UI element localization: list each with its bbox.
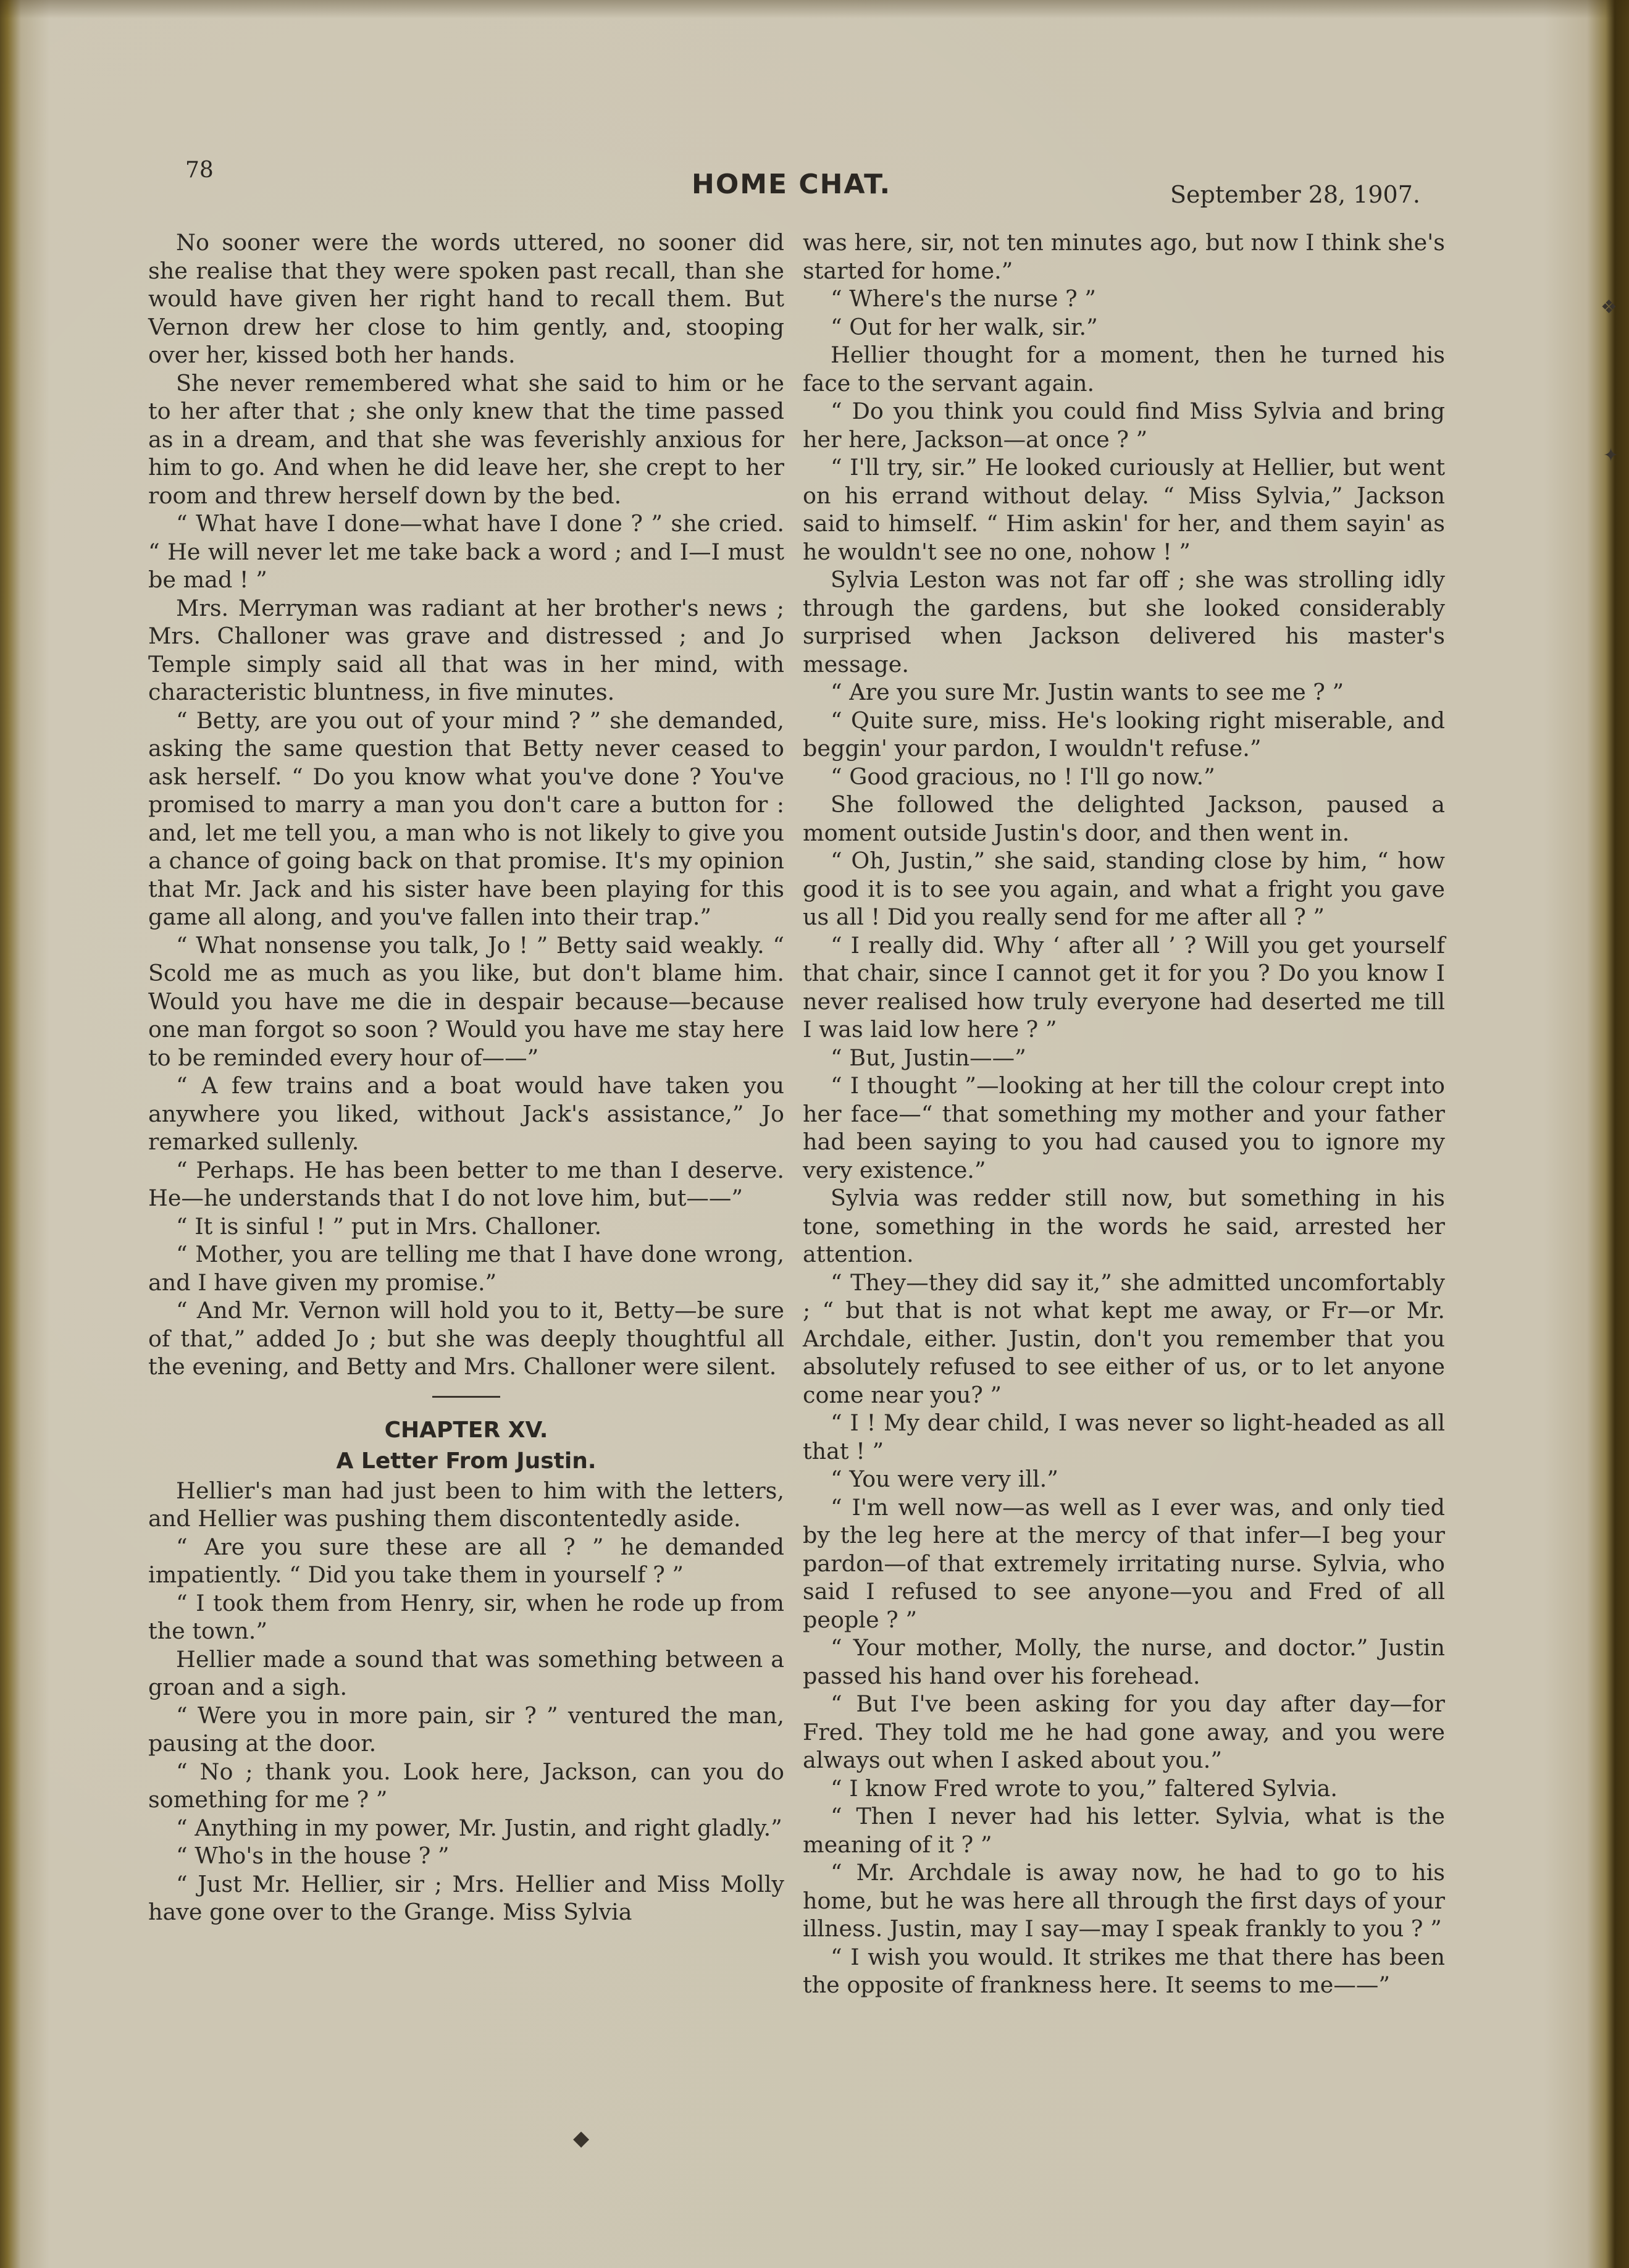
paragraph: “ Good gracious, no ! I'll go now.”	[831, 763, 1215, 790]
paragraph: Hellier's man had just been to him with the letters, and Hellier was pushing them discontentedly aside.	[148, 1477, 784, 1532]
paragraph: “ What have I done—what have I done ? ” she cried. “ He will never let me take back a word ; and I—I must be mad ! ”	[148, 510, 784, 593]
page-header	[148, 158, 1420, 207]
paragraph: “ Quite sure, miss. He's looking right miserable, and beggin' your pardon, I wouldn't refuse.”	[803, 707, 1445, 762]
paragraph: “ Anything in my power, Mr. Justin, and right gladly.”	[176, 1814, 782, 1841]
paragraph: Sylvia Leston was not far off ; she was strolling idly through the gardens, but she looked considerably surprised when Jackson delivered his master's message.	[803, 566, 1445, 678]
margin-mark-icon: ❖	[1601, 296, 1617, 318]
paragraph: “ I'll try, sir.” He looked curiously at Hellier, but went on his errand without delay. “ Miss Sylvia,” Jackson said to himself. “ Him askin' for her, and them sayin' as he wouldn't see no one, nohow ! ”	[803, 454, 1445, 565]
paragraph: “ What nonsense you talk, Jo ! ” Betty said weakly. “ Scold me as much as you like, but don't blame him. Would you have me die in despair because—because one man forgot so soon ? Would you have me stay here to be reminded every hour of——”	[148, 931, 784, 1071]
paragraph: She followed the delighted Jackson, paused a moment outside Justin's door, and then went in.	[803, 791, 1445, 846]
issue-date: September 28, 1907.	[1170, 181, 1420, 208]
section-divider	[432, 1396, 500, 1398]
paragraph: “ Oh, Justin,” she said, standing close by him, “ how good it is to see you again, and what a fright you gave us all ! Did you really send for me after all ? ”	[803, 847, 1445, 930]
left-column	[148, 229, 784, 1926]
paragraph: She never remembered what she said to him or he to her after that ; she only knew that the time passed as in a dream, and that she was feverishly anxious for him to go. And when he did leave her, she crept to her room and threw herself down by the bed.	[148, 369, 784, 509]
paragraph: “ You were very ill.”	[831, 1466, 1058, 1492]
chapter-subtitle: A Letter From Justin.	[336, 1448, 597, 1474]
paragraph: “ I took them from Henry, sir, when he rode up from the town.”	[148, 1589, 784, 1644]
paragraph: “ Then I never had his letter. Sylvia, what is the meaning of it ? ”	[803, 1803, 1445, 1858]
paragraph: “ I thought ”—looking at her till the colour crept into her face—“ that something my mother and your father had been saying to you had caused you to ignore my very existence.”	[803, 1072, 1445, 1183]
paragraph: “ Do you think you could find Miss Sylvia and bring her here, Jackson—at once ? ”	[803, 398, 1445, 453]
paragraph: “ Mother, you are telling me that I have done wrong, and I have given my promise.”	[148, 1241, 784, 1296]
margin-mark-icon: ✦	[1603, 445, 1619, 466]
paragraph: “ I really did. Why ‘ after all ’ ? Will you get yourself that chair, since I cannot get it for you ? Do you know I never realised how truly everyone had deserted me till I was laid low here ? ”	[803, 931, 1445, 1043]
chapter-title: CHAPTER XV.	[384, 1417, 548, 1443]
paragraph: “ Are you sure these are all ? ” he demanded impatiently. “ Did you take them in yourself ? ”	[148, 1533, 784, 1588]
paragraph: “ But, Justin——”	[831, 1044, 1026, 1071]
paragraph: “ A few trains and a boat would have taken you anywhere you liked, without Jack's assistance,” Jo remarked sullenly.	[148, 1072, 784, 1155]
paragraph: “ Are you sure Mr. Justin wants to see me ? ”	[831, 679, 1344, 705]
right-column	[803, 229, 1445, 1999]
paragraph: “ Were you in more pain, sir ? ” ventured the man, pausing at the door.	[148, 1702, 784, 1757]
paragraph: Hellier thought for a moment, then he turned his face to the servant again.	[803, 342, 1445, 397]
page-number: 78	[185, 158, 214, 183]
paragraph: “ Your mother, Molly, the nurse, and doctor.” Justin passed his hand over his forehead.	[803, 1634, 1445, 1689]
paragraph: “ Betty, are you out of your mind ? ” she demanded, asking the same question that Betty never ceased to ask herself. “ Do you know what you've done ? You've promised to marry a man you don't care a button for : and, let me tell you, a man who is not likely to give you a chance of going back on that promise. It's my opinion that Mr. Jack and his sister have been playing for this game all along, and you've fallen into their trap.”	[148, 707, 784, 930]
paragraph: No sooner were the words uttered, no sooner did she realise that they were spoken past recall, than she would have given her right hand to recall them. But Vernon drew her close to him gently, and, stooping over her, kissed both her hands.	[148, 229, 784, 368]
paragraph: “ It is sinful ! ” put in Mrs. Challoner.	[176, 1212, 602, 1240]
paragraph: “ I ! My dear child, I was never so light-headed as all that ! ”	[803, 1409, 1445, 1464]
paragraph: “ No ; thank you. Look here, Jackson, can you do something for me ? ”	[148, 1758, 784, 1813]
paragraph: “ Perhaps. He has been better to me than I deserve. He—he understands that I do not love him, but——”	[148, 1156, 784, 1211]
printer-ornament-icon: ◆	[573, 2126, 590, 2151]
masthead: HOME CHAT.	[692, 169, 892, 200]
paragraph: “ I know Fred wrote to you,” faltered Sylvia.	[831, 1774, 1338, 1802]
paragraph: “ Where's the nurse ? ”	[831, 285, 1096, 312]
paragraph: “ And Mr. Vernon will hold you to it, Betty—be sure of that,” added Jo ; but she was deeply thoughtful all the evening, and Betty and Mrs. Challoner were silent.	[148, 1297, 784, 1380]
paragraph: Mrs. Merryman was radiant at her brother's news ; Mrs. Challoner was grave and distressed ; and Jo Temple simply said all that was in her mind, with characteristic bluntness, in five minutes.	[148, 594, 784, 705]
paragraph: “ I wish you would. It strikes me that there has been the opposite of frankness here. It seems to me——”	[803, 1943, 1445, 1998]
paragraph: “ Who's in the house ? ”	[176, 1842, 450, 1869]
paragraph: “ They—they did say it,” she admitted uncomfortably ; “ but that is not what kept me away, or Fr—or Mr. Archdale, either. Justin, don't you remember that you absolutely refused to see either of us, or to let anyone come near you? ”	[803, 1269, 1445, 1408]
paragraph: “ Just Mr. Hellier, sir ; Mrs. Hellier and Miss Molly have gone over to the Grange. Miss Sylvia	[148, 1870, 784, 1925]
page-edge-shadow	[0, 0, 1629, 19]
paragraph: “ Out for her walk, sir.”	[831, 313, 1098, 340]
paragraph: “ I'm well now—as well as I ever was, and only tied by the leg here at the mercy of that infer—I beg your pardon—of that extremely irritating nurse. Sylvia, who said I refused to see anyone—you and Fred of all people ? ”	[803, 1493, 1445, 1633]
paragraph: “ Mr. Archdale is away now, he had to go to his home, but he was here all through the first days of your illness. Justin, may I say—may I speak frankly to you ? ”	[803, 1859, 1445, 1942]
paragraph: Sylvia was redder still now, but something in his tone, something in the words he said, arrested her attention.	[803, 1185, 1445, 1267]
paragraph: was here, sir, not ten minutes ago, but now I think she's started for home.”	[803, 229, 1445, 284]
paragraph: “ But I've been asking for you day after day—for Fred. They told me he had gone away, and you were always out when I asked about you.”	[803, 1690, 1445, 1773]
paragraph: Hellier made a sound that was something between a groan and a sigh.	[148, 1645, 784, 1700]
